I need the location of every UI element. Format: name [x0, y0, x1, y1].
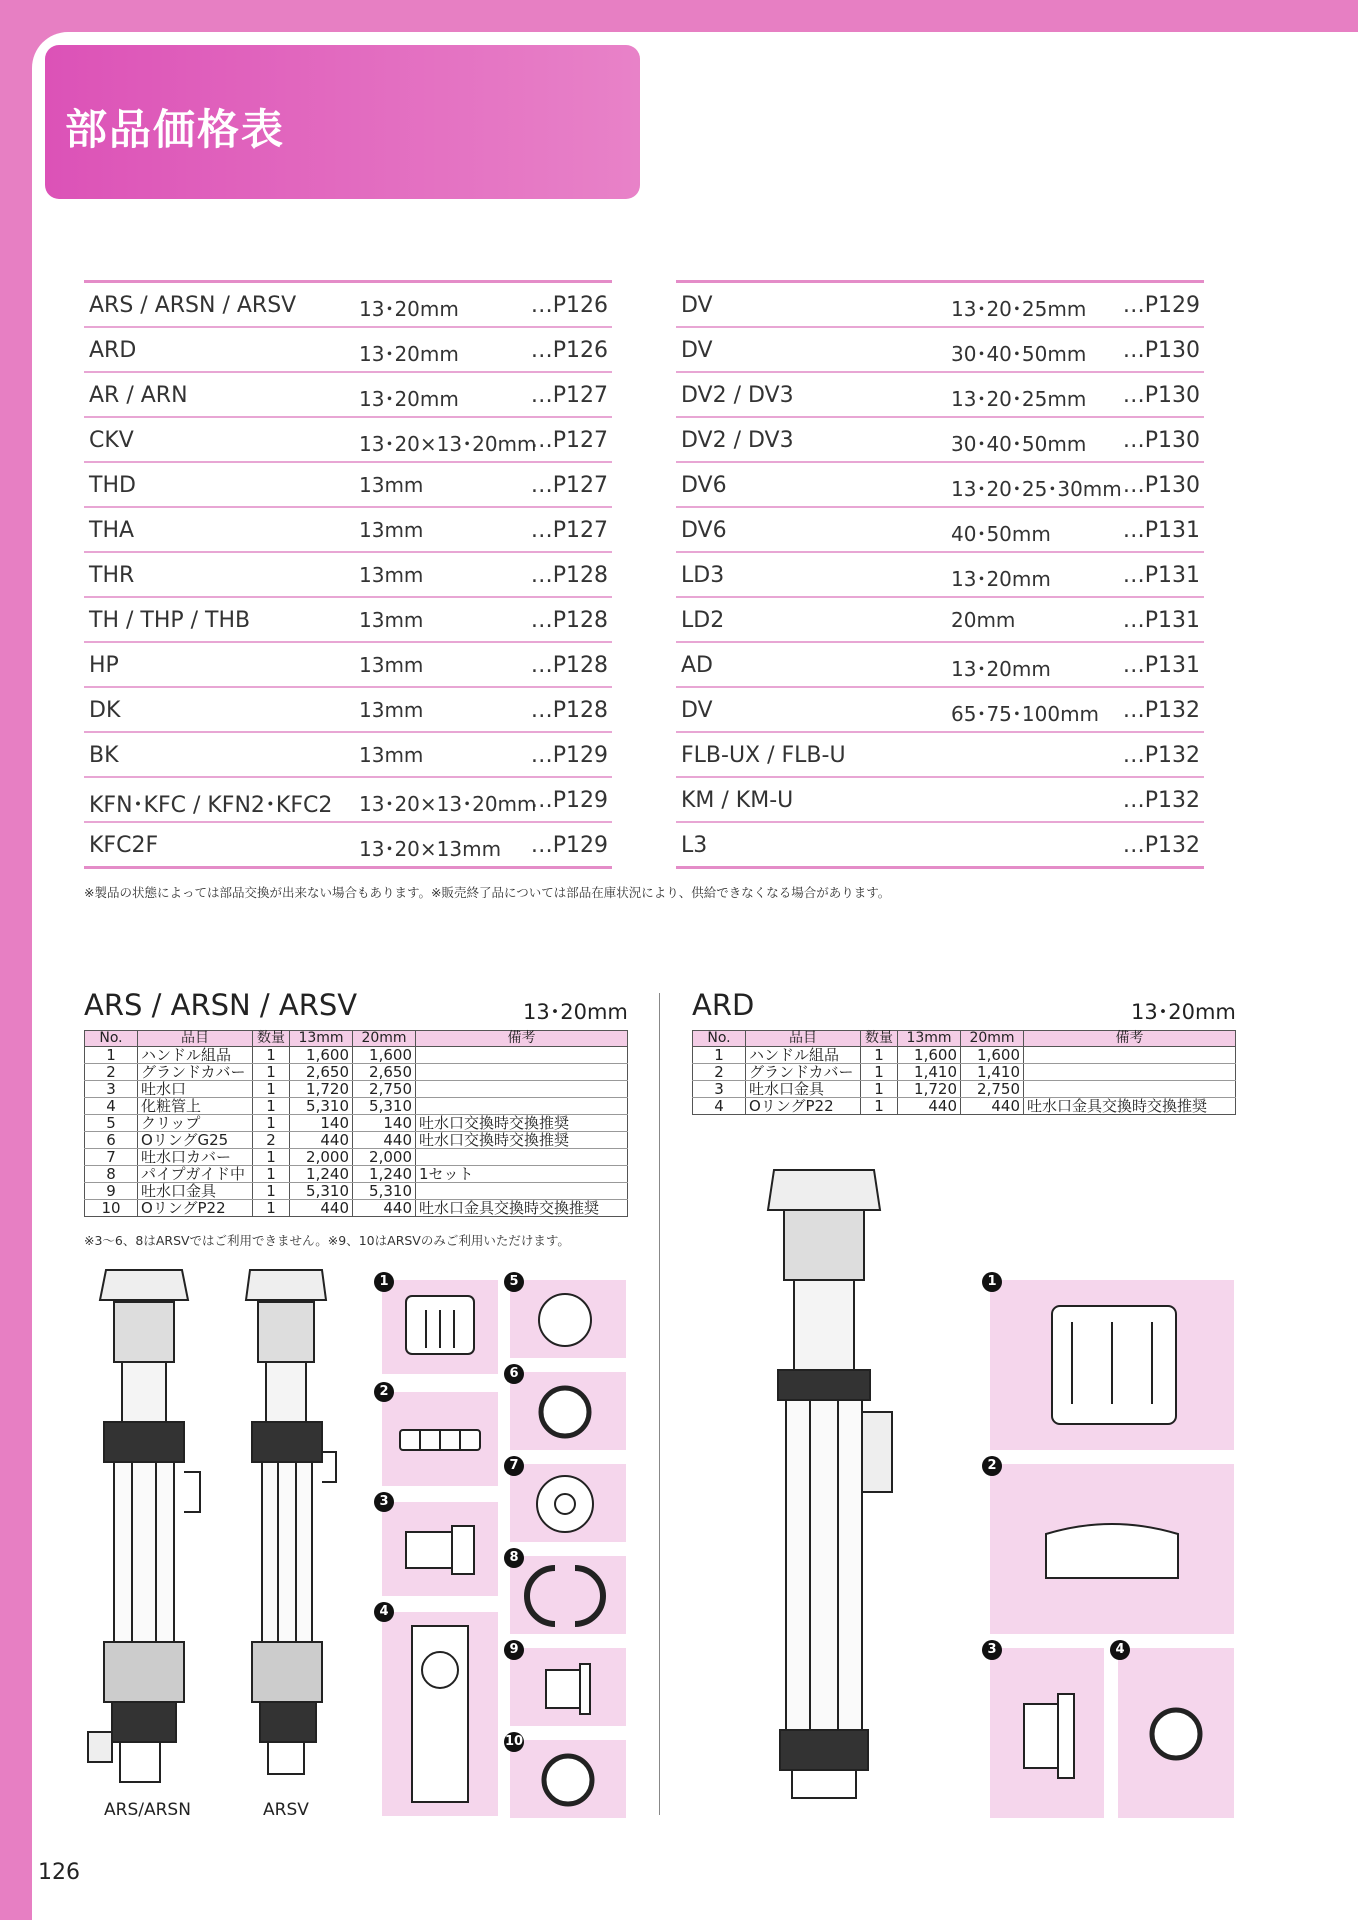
- index-size: 30･40･50mm: [951, 342, 1087, 366]
- index-product-name: KM / KM-U: [681, 788, 794, 813]
- index-page-ref: …P131: [1122, 608, 1200, 633]
- cell-no: 1: [693, 1047, 746, 1064]
- cell-note: [416, 1081, 628, 1098]
- part-number-badge: 7: [504, 1456, 524, 1476]
- index-size: 30･40･50mm: [951, 432, 1087, 456]
- part-number-badge: 10: [504, 1732, 524, 1752]
- o-ring-icon: [1118, 1648, 1234, 1818]
- ard-part-3-box: [990, 1648, 1104, 1818]
- index-row: [676, 508, 1204, 553]
- index-size: 65･75･100mm: [951, 702, 1100, 726]
- col-13mm: 13mm: [290, 1031, 353, 1047]
- index-row: [676, 463, 1204, 508]
- col-item: 品目: [746, 1031, 861, 1047]
- cell-no: 6: [85, 1132, 138, 1149]
- index-row: [676, 598, 1204, 643]
- cell-price-20mm: 5,310: [353, 1183, 416, 1200]
- col-qty: 数量: [253, 1031, 290, 1047]
- ars-part-4-box: [382, 1612, 498, 1816]
- cell-item: 吐水口金具: [746, 1081, 861, 1098]
- index-size: 40･50mm: [951, 522, 1051, 546]
- col-no: No.: [693, 1031, 746, 1047]
- index-size: 13･20mm: [951, 567, 1051, 591]
- index-row: [84, 643, 612, 688]
- index-page-ref: …P132: [1122, 833, 1200, 858]
- col-20mm: 20mm: [961, 1031, 1024, 1047]
- gland-cover-icon: [382, 1392, 498, 1486]
- index-product-name: CKV: [89, 428, 134, 453]
- index-page-ref: …P131: [1122, 563, 1200, 588]
- ard-price-table: [692, 1030, 1236, 1115]
- index-page-ref: …P129: [1122, 293, 1200, 318]
- index-size: 13･20×13･20mm: [359, 432, 537, 456]
- section-divider: [659, 993, 660, 1815]
- index-page-ref: …P127: [530, 473, 608, 498]
- index-note: ※製品の状態によっては部品交換が出来ない場合もあります。※販売終了品については部品在庫状況により、供給できなくなる場合があります。: [84, 885, 891, 900]
- index-size: 13mm: [359, 653, 424, 677]
- index-page-ref: …P129: [530, 743, 608, 768]
- ars-part-3-box: [382, 1502, 498, 1596]
- index-size: 20mm: [951, 608, 1016, 632]
- index-size: 13･20･25mm: [951, 297, 1087, 321]
- index-page-ref: …P127: [530, 428, 608, 453]
- cell-qty: 1: [861, 1064, 898, 1081]
- cell-note: 吐水口交換時交換推奨: [416, 1132, 628, 1149]
- index-size: 13･20mm: [359, 297, 459, 321]
- cell-price-20mm: 2,650: [353, 1064, 416, 1081]
- index-page-ref: …P131: [1122, 653, 1200, 678]
- index-product-name: DV2 / DV3: [681, 383, 794, 408]
- index-product-name: DV: [681, 293, 713, 318]
- part-number-badge: 2: [982, 1456, 1002, 1476]
- index-row: [84, 553, 612, 598]
- index-row: [84, 778, 612, 823]
- part-number-badge: 4: [374, 1602, 394, 1622]
- cell-price-20mm: 1,240: [353, 1166, 416, 1183]
- col-note: 備考: [1024, 1031, 1236, 1047]
- spout-fitting-icon: [990, 1648, 1104, 1818]
- cell-item: 化粧管上: [138, 1098, 253, 1115]
- cell-no: 2: [85, 1064, 138, 1081]
- col-qty: 数量: [861, 1031, 898, 1047]
- cell-qty: 2: [253, 1132, 290, 1149]
- ars-part-8-box: [510, 1556, 626, 1634]
- cell-price-13mm: 1,720: [290, 1081, 353, 1098]
- index-row: [676, 553, 1204, 598]
- page-number: 126: [38, 1860, 80, 1885]
- cell-note: 吐水口金具交換時交換推奨: [1024, 1098, 1236, 1115]
- index-size: 13･20mm: [359, 342, 459, 366]
- ars-part-2-box: [382, 1392, 498, 1486]
- left-border: [0, 0, 32, 1920]
- ars-part-6-box: [510, 1372, 626, 1450]
- index-product-name: LD2: [681, 608, 725, 633]
- cell-qty: 1: [253, 1081, 290, 1098]
- index-page-ref: …P128: [530, 563, 608, 588]
- table-row: [693, 1064, 1236, 1081]
- cell-item: ハンドル組品: [138, 1047, 253, 1064]
- index-product-name: THA: [89, 518, 135, 543]
- index-size: 13･20mm: [359, 387, 459, 411]
- index-product-name: KFN･KFC / KFN2･KFC2: [89, 793, 333, 818]
- cell-price-20mm: 1,600: [353, 1047, 416, 1064]
- cell-note: [416, 1183, 628, 1200]
- part-number-badge: 6: [504, 1364, 524, 1384]
- ars-note: ※3〜6、8はARSVではご利用できません。※9、10はARSVのみご利用いただけます。: [84, 1233, 570, 1248]
- index-page-ref: …P132: [1122, 698, 1200, 723]
- index-product-name: THR: [89, 563, 135, 588]
- index-size: 13･20･25･30mm: [951, 477, 1122, 501]
- index-row: [676, 688, 1204, 733]
- spout-icon: [382, 1502, 498, 1596]
- index-size: 13mm: [359, 518, 424, 542]
- table-row: [85, 1115, 628, 1132]
- index-page-ref: …P130: [1122, 473, 1200, 498]
- cell-item: パイプガイド中: [138, 1166, 253, 1183]
- index-row: [676, 328, 1204, 373]
- cell-qty: 1: [253, 1098, 290, 1115]
- index-row: [84, 373, 612, 418]
- index-table-left: [84, 280, 612, 869]
- index-row: [676, 778, 1204, 823]
- table-row: [85, 1098, 628, 1115]
- index-row: [84, 733, 612, 778]
- arsv-label: ARSV: [263, 1800, 309, 1820]
- ars-section-title: ARS / ARSN / ARSV: [84, 988, 358, 1022]
- title-banner: [45, 45, 640, 199]
- ard-section-size: 13･20mm: [1131, 1000, 1236, 1024]
- cosmetic-pipe-icon: [382, 1612, 498, 1816]
- cell-price-13mm: 440: [290, 1200, 353, 1217]
- ars-part-10-box: [510, 1740, 626, 1818]
- index-product-name: KFC2F: [89, 833, 159, 858]
- index-row: [676, 733, 1204, 778]
- cell-qty: 1: [861, 1047, 898, 1064]
- ard-part-4-box: [1118, 1648, 1234, 1818]
- cell-price-20mm: 1,410: [961, 1064, 1024, 1081]
- part-number-badge: 9: [504, 1640, 524, 1660]
- cell-item: OリングP22: [138, 1200, 253, 1217]
- ars-part-5-box: [510, 1280, 626, 1358]
- cell-note: [1024, 1064, 1236, 1081]
- index-page-ref: …P131: [1122, 518, 1200, 543]
- ard-part-2-box: [990, 1464, 1234, 1634]
- cell-item: 吐水口カバー: [138, 1149, 253, 1166]
- index-product-name: DV: [681, 698, 713, 723]
- index-size: 13･20･25mm: [951, 387, 1087, 411]
- index-page-ref: …P128: [530, 698, 608, 723]
- handle-icon: [382, 1280, 498, 1374]
- index-product-name: DV2 / DV3: [681, 428, 794, 453]
- col-13mm: 13mm: [898, 1031, 961, 1047]
- index-product-name: BK: [89, 743, 119, 768]
- part-number-badge: 4: [1110, 1640, 1130, 1660]
- index-row: [84, 823, 612, 869]
- table-row: [693, 1098, 1236, 1115]
- cell-no: 2: [693, 1064, 746, 1081]
- cell-qty: 1: [861, 1081, 898, 1098]
- cell-item: OリングP22: [746, 1098, 861, 1115]
- index-product-name: THD: [89, 473, 136, 498]
- table-row: [693, 1047, 1236, 1064]
- cell-price-13mm: 1,720: [898, 1081, 961, 1098]
- cell-note: [416, 1149, 628, 1166]
- part-number-badge: 1: [374, 1272, 394, 1292]
- cell-item: 吐水口: [138, 1081, 253, 1098]
- ard-section-title: ARD: [692, 988, 755, 1022]
- cell-price-13mm: 1,410: [898, 1064, 961, 1081]
- cell-no: 3: [85, 1081, 138, 1098]
- ars-part-7-box: [510, 1464, 626, 1542]
- index-page-ref: …P128: [530, 653, 608, 678]
- col-20mm: 20mm: [353, 1031, 416, 1047]
- cell-qty: 1: [861, 1098, 898, 1115]
- index-row: [676, 418, 1204, 463]
- ard-part-1-box: [990, 1280, 1234, 1450]
- table-row: [85, 1166, 628, 1183]
- cell-note: [1024, 1047, 1236, 1064]
- cell-no: 5: [85, 1115, 138, 1132]
- cell-price-13mm: 1,240: [290, 1166, 353, 1183]
- cell-item: ハンドル組品: [746, 1047, 861, 1064]
- cell-note: 吐水口交換時交換推奨: [416, 1115, 628, 1132]
- cell-item: OリングG25: [138, 1132, 253, 1149]
- page-title: 部品価格表: [65, 105, 286, 154]
- table-row: [85, 1183, 628, 1200]
- part-number-badge: 5: [504, 1272, 524, 1292]
- index-product-name: DV6: [681, 518, 727, 543]
- cell-note: 吐水口金具交換時交換推奨: [416, 1200, 628, 1217]
- index-size: 13･20×13･20mm: [359, 792, 537, 816]
- index-page-ref: …P128: [530, 608, 608, 633]
- index-table-right: [676, 280, 1204, 869]
- table-row: [85, 1149, 628, 1166]
- index-page-ref: …P132: [1122, 743, 1200, 768]
- index-row: [84, 508, 612, 553]
- index-product-name: HP: [89, 653, 119, 678]
- index-product-name: FLB-UX / FLB-U: [681, 743, 846, 768]
- cell-price-20mm: 2,750: [353, 1081, 416, 1098]
- cell-price-20mm: 2,000: [353, 1149, 416, 1166]
- part-number-badge: 8: [504, 1548, 524, 1568]
- table-row: [85, 1047, 628, 1064]
- index-row: [84, 688, 612, 733]
- cell-qty: 1: [253, 1115, 290, 1132]
- cell-no: 4: [85, 1098, 138, 1115]
- index-size: 13mm: [359, 743, 424, 767]
- part-number-badge: 2: [374, 1382, 394, 1402]
- ars-price-table: [84, 1030, 628, 1217]
- top-border: [0, 0, 1358, 32]
- cell-no: 7: [85, 1149, 138, 1166]
- ars-part-1-box: [382, 1280, 498, 1374]
- ars-arsn-label: ARS/ARSN: [104, 1800, 191, 1820]
- table-row: [85, 1200, 628, 1217]
- cell-item: グランドカバー: [138, 1064, 253, 1081]
- cell-note: 1セット: [416, 1166, 628, 1183]
- index-size: 13mm: [359, 698, 424, 722]
- cell-item: 吐水口金具: [138, 1183, 253, 1200]
- index-product-name: L3: [681, 833, 708, 858]
- cell-price-13mm: 1,600: [898, 1047, 961, 1064]
- index-size: 13･20×13mm: [359, 837, 502, 861]
- part-number-badge: 3: [374, 1492, 394, 1512]
- cell-qty: 1: [253, 1183, 290, 1200]
- cell-price-13mm: 440: [898, 1098, 961, 1115]
- index-page-ref: …P130: [1122, 338, 1200, 363]
- cell-no: 9: [85, 1183, 138, 1200]
- index-row: [84, 598, 612, 643]
- table-row: [85, 1132, 628, 1149]
- table-row: [693, 1081, 1236, 1098]
- index-product-name: ARD: [89, 338, 137, 363]
- cell-no: 10: [85, 1200, 138, 1217]
- cell-price-13mm: 2,000: [290, 1149, 353, 1166]
- index-row: [676, 373, 1204, 418]
- index-product-name: AD: [681, 653, 713, 678]
- index-page-ref: …P129: [530, 788, 608, 813]
- cell-price-20mm: 440: [353, 1200, 416, 1217]
- index-page-ref: …P127: [530, 383, 608, 408]
- index-row: [676, 823, 1204, 869]
- index-page-ref: …P130: [1122, 383, 1200, 408]
- cell-price-20mm: 2,750: [961, 1081, 1024, 1098]
- cell-price-13mm: 140: [290, 1115, 353, 1132]
- cell-price-13mm: 2,650: [290, 1064, 353, 1081]
- index-row: [84, 283, 612, 328]
- cell-price-20mm: 5,310: [353, 1098, 416, 1115]
- cell-no: 1: [85, 1047, 138, 1064]
- cell-qty: 1: [253, 1047, 290, 1064]
- index-product-name: LD3: [681, 563, 725, 588]
- ard-faucet-drawing: [758, 1162, 898, 1802]
- handle-icon: [990, 1280, 1234, 1450]
- cell-item: クリップ: [138, 1115, 253, 1132]
- index-page-ref: …P130: [1122, 428, 1200, 453]
- index-product-name: TH / THP / THB: [89, 608, 251, 633]
- cell-price-13mm: 5,310: [290, 1183, 353, 1200]
- index-size: 13mm: [359, 563, 424, 587]
- o-ring-icon: [510, 1372, 626, 1450]
- table-row: [85, 1064, 628, 1081]
- cell-qty: 1: [253, 1200, 290, 1217]
- cell-qty: 1: [253, 1149, 290, 1166]
- cell-price-20mm: 1,600: [961, 1047, 1024, 1064]
- table-row: [85, 1081, 628, 1098]
- index-size: 13･20mm: [951, 657, 1051, 681]
- index-product-name: ARS / ARSN / ARSV: [89, 293, 297, 318]
- index-row: [676, 283, 1204, 328]
- index-page-ref: …P127: [530, 518, 608, 543]
- index-product-name: AR / ARN: [89, 383, 188, 408]
- col-no: No.: [85, 1031, 138, 1047]
- cell-note: [416, 1064, 628, 1081]
- index-product-name: DK: [89, 698, 121, 723]
- col-note: 備考: [416, 1031, 628, 1047]
- cell-note: [1024, 1081, 1236, 1098]
- ars-part-9-box: [510, 1648, 626, 1726]
- index-row: [84, 418, 612, 463]
- cell-no: 3: [693, 1081, 746, 1098]
- index-page-ref: …P129: [530, 833, 608, 858]
- spout-cover-icon: [510, 1464, 626, 1542]
- col-item: 品目: [138, 1031, 253, 1047]
- part-number-badge: 3: [982, 1640, 1002, 1660]
- cell-qty: 1: [253, 1064, 290, 1081]
- index-page-ref: …P126: [530, 338, 608, 363]
- index-row: [84, 328, 612, 373]
- cell-note: [416, 1047, 628, 1064]
- cell-price-20mm: 440: [353, 1132, 416, 1149]
- pipe-guide-icon: [510, 1556, 626, 1634]
- cell-item: グランドカバー: [746, 1064, 861, 1081]
- arsv-faucet-drawing: [238, 1262, 338, 1802]
- cell-price-13mm: 5,310: [290, 1098, 353, 1115]
- ars-arsn-faucet-drawing: [84, 1262, 204, 1802]
- cell-price-20mm: 140: [353, 1115, 416, 1132]
- cell-no: 4: [693, 1098, 746, 1115]
- cell-qty: 1: [253, 1166, 290, 1183]
- index-size: 13mm: [359, 473, 424, 497]
- cell-no: 8: [85, 1166, 138, 1183]
- o-ring-icon: [510, 1740, 626, 1818]
- cell-price-13mm: 440: [290, 1132, 353, 1149]
- cell-price-20mm: 440: [961, 1098, 1024, 1115]
- spout-fitting-icon: [510, 1648, 626, 1726]
- gland-cover-icon: [990, 1464, 1234, 1634]
- index-page-ref: …P132: [1122, 788, 1200, 813]
- ars-section-size: 13･20mm: [523, 1000, 628, 1024]
- cell-price-13mm: 1,600: [290, 1047, 353, 1064]
- index-product-name: DV: [681, 338, 713, 363]
- index-row: [84, 463, 612, 508]
- clip-icon: [510, 1280, 626, 1358]
- index-size: 13mm: [359, 608, 424, 632]
- index-row: [676, 643, 1204, 688]
- part-number-badge: 1: [982, 1272, 1002, 1292]
- cell-note: [416, 1098, 628, 1115]
- index-page-ref: …P126: [530, 293, 608, 318]
- index-product-name: DV6: [681, 473, 727, 498]
